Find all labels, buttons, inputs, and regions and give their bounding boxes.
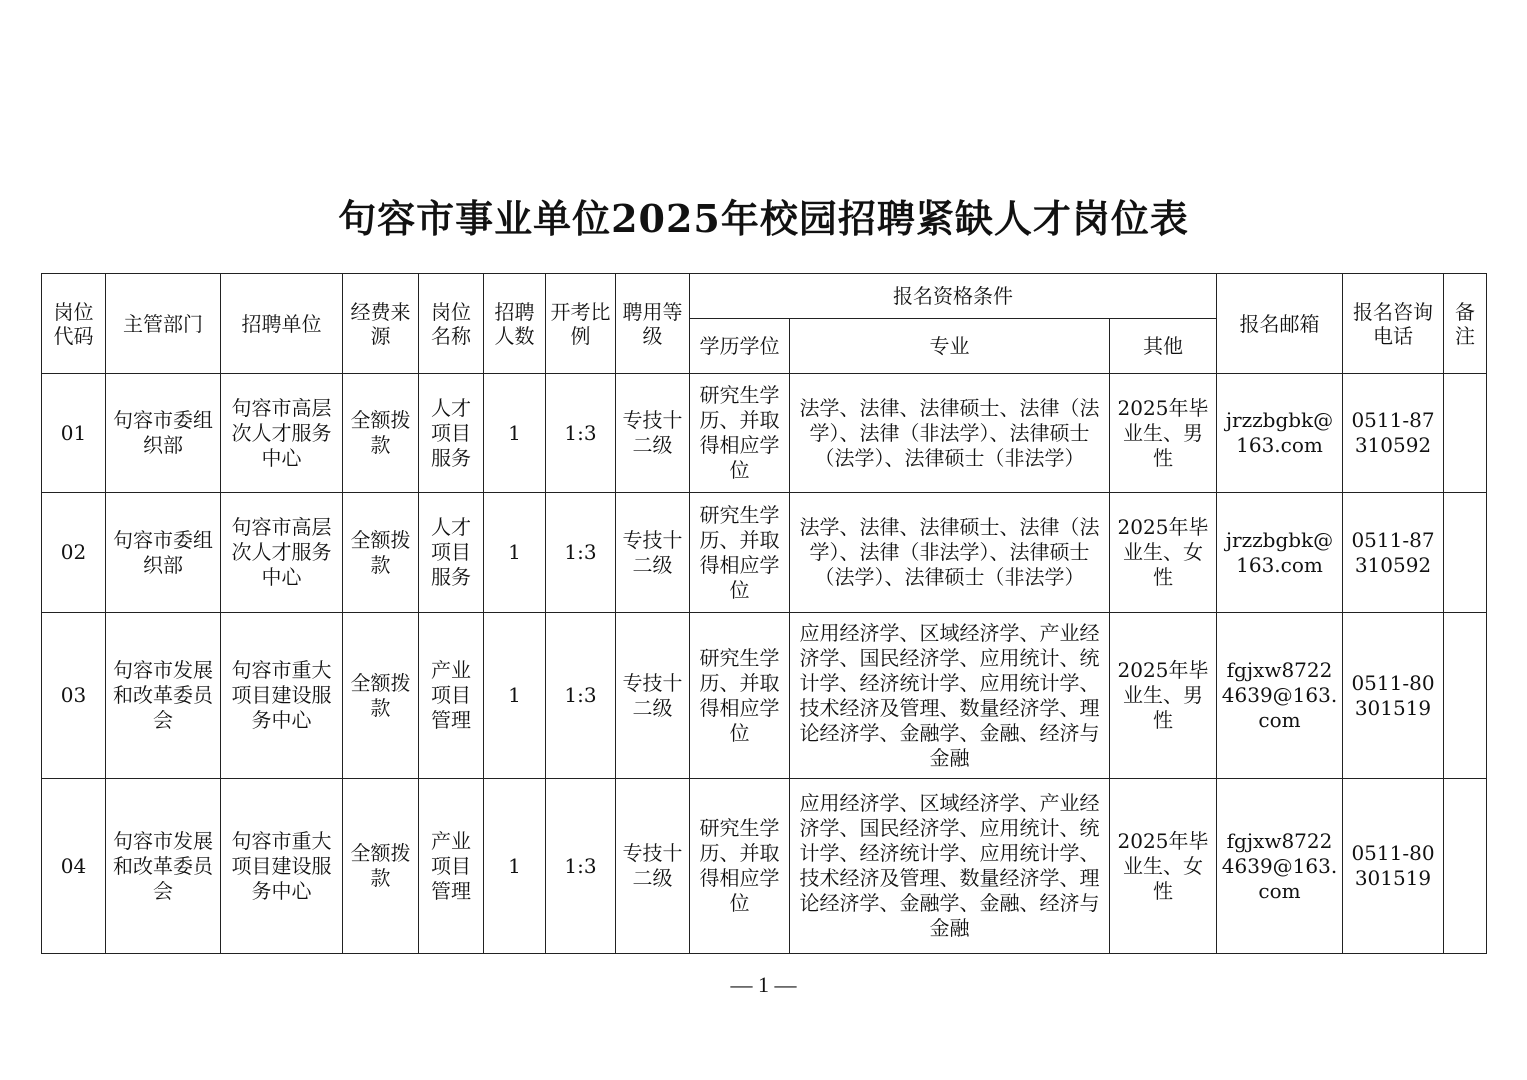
cell-ratio: 1:3 [546,493,616,613]
cell-education: 研究生学历、并取得相应学位 [690,779,790,954]
cell-position: 产业项目管理 [419,613,484,779]
cell-grade: 专技十二级 [616,493,690,613]
header-other: 其他 [1110,319,1217,374]
cell-position: 产业项目管理 [419,779,484,954]
header-code: 岗位代码 [42,274,106,374]
cell-remark [1444,613,1487,779]
cell-department: 句容市委组织部 [106,374,221,493]
header-position: 岗位名称 [419,274,484,374]
cell-unit: 句容市重大项目建设服务中心 [221,779,343,954]
cell-department: 句容市发展和改革委员会 [106,613,221,779]
header-conditions: 报名资格条件 [690,274,1217,319]
cell-major: 应用经济学、区域经济学、产业经济学、国民经济学、应用统计、统计学、经济统计学、应用统计学、技术经济及管理、数量经济学、理论经济学、金融学、金融、经济与金融 [790,613,1110,779]
header-grade: 聘用等级 [616,274,690,374]
cell-remark [1444,779,1487,954]
table-row [42,779,1487,954]
cell-email: jrzzbgbk@163.com [1217,374,1343,493]
cell-major: 法学、法律、法律硕士、法律（法学）、法律（非法学）、法律硕士（法学）、法律硕士（非法学） [790,493,1110,613]
cell-phone: 0511-80301519 [1343,613,1444,779]
cell-count: 1 [484,493,546,613]
cell-ratio: 1:3 [546,779,616,954]
cell-other: 2025年毕业生、男性 [1110,613,1217,779]
header-education: 学历学位 [690,319,790,374]
header-phone: 报名咨询电话 [1343,274,1444,374]
positions-table [41,273,1487,954]
cell-count: 1 [484,374,546,493]
table-row [42,374,1487,493]
header-row [42,274,1487,319]
cell-funding: 全额拨款 [343,779,419,954]
cell-other: 2025年毕业生、女性 [1110,493,1217,613]
header-department: 主管部门 [106,274,221,374]
cell-remark [1444,374,1487,493]
cell-ratio: 1:3 [546,374,616,493]
cell-funding: 全额拨款 [343,613,419,779]
cell-phone: 0511-80301519 [1343,779,1444,954]
cell-code: 02 [42,493,106,613]
header-major: 专业 [790,319,1110,374]
cell-department: 句容市发展和改革委员会 [106,779,221,954]
cell-position: 人才项目服务 [419,493,484,613]
cell-code: 04 [42,779,106,954]
cell-code: 01 [42,374,106,493]
cell-unit: 句容市高层次人才服务中心 [221,374,343,493]
cell-major: 应用经济学、区域经济学、产业经济学、国民经济学、应用统计、统计学、经济统计学、应用统计学、技术经济及管理、数量经济学、理论经济学、金融学、金融、经济与金融 [790,779,1110,954]
table-row [42,493,1487,613]
header-unit: 招聘单位 [221,274,343,374]
cell-unit: 句容市高层次人才服务中心 [221,493,343,613]
cell-position: 人才项目服务 [419,374,484,493]
cell-grade: 专技十二级 [616,613,690,779]
cell-funding: 全额拨款 [343,493,419,613]
cell-ratio: 1:3 [546,613,616,779]
cell-grade: 专技十二级 [616,779,690,954]
cell-unit: 句容市重大项目建设服务中心 [221,613,343,779]
table-row [42,613,1487,779]
header-count: 招聘人数 [484,274,546,374]
cell-phone: 0511-87310592 [1343,374,1444,493]
cell-funding: 全额拨款 [343,374,419,493]
cell-other: 2025年毕业生、男性 [1110,374,1217,493]
header-ratio: 开考比例 [546,274,616,374]
cell-remark [1444,493,1487,613]
header-remark: 备注 [1444,274,1487,374]
cell-education: 研究生学历、并取得相应学位 [690,374,790,493]
cell-other: 2025年毕业生、女性 [1110,779,1217,954]
cell-phone: 0511-87310592 [1343,493,1444,613]
page-title: 句容市事业单位2025年校园招聘紧缺人才岗位表 [338,196,1189,241]
cell-major: 法学、法律、法律硕士、法律（法学）、法律（非法学）、法律硕士（法学）、法律硕士（非法学） [790,374,1110,493]
cell-grade: 专技十二级 [616,374,690,493]
cell-count: 1 [484,613,546,779]
header-funding: 经费来源 [343,274,419,374]
cell-count: 1 [484,779,546,954]
page-number: — 1 — [730,972,797,997]
cell-code: 03 [42,613,106,779]
cell-education: 研究生学历、并取得相应学位 [690,493,790,613]
cell-email: fgjxw87224639@163.com [1217,613,1343,779]
cell-department: 句容市委组织部 [106,493,221,613]
header-email: 报名邮箱 [1217,274,1343,374]
cell-education: 研究生学历、并取得相应学位 [690,613,790,779]
cell-email: fgjxw87224639@163.com [1217,779,1343,954]
cell-email: jrzzbgbk@163.com [1217,493,1343,613]
